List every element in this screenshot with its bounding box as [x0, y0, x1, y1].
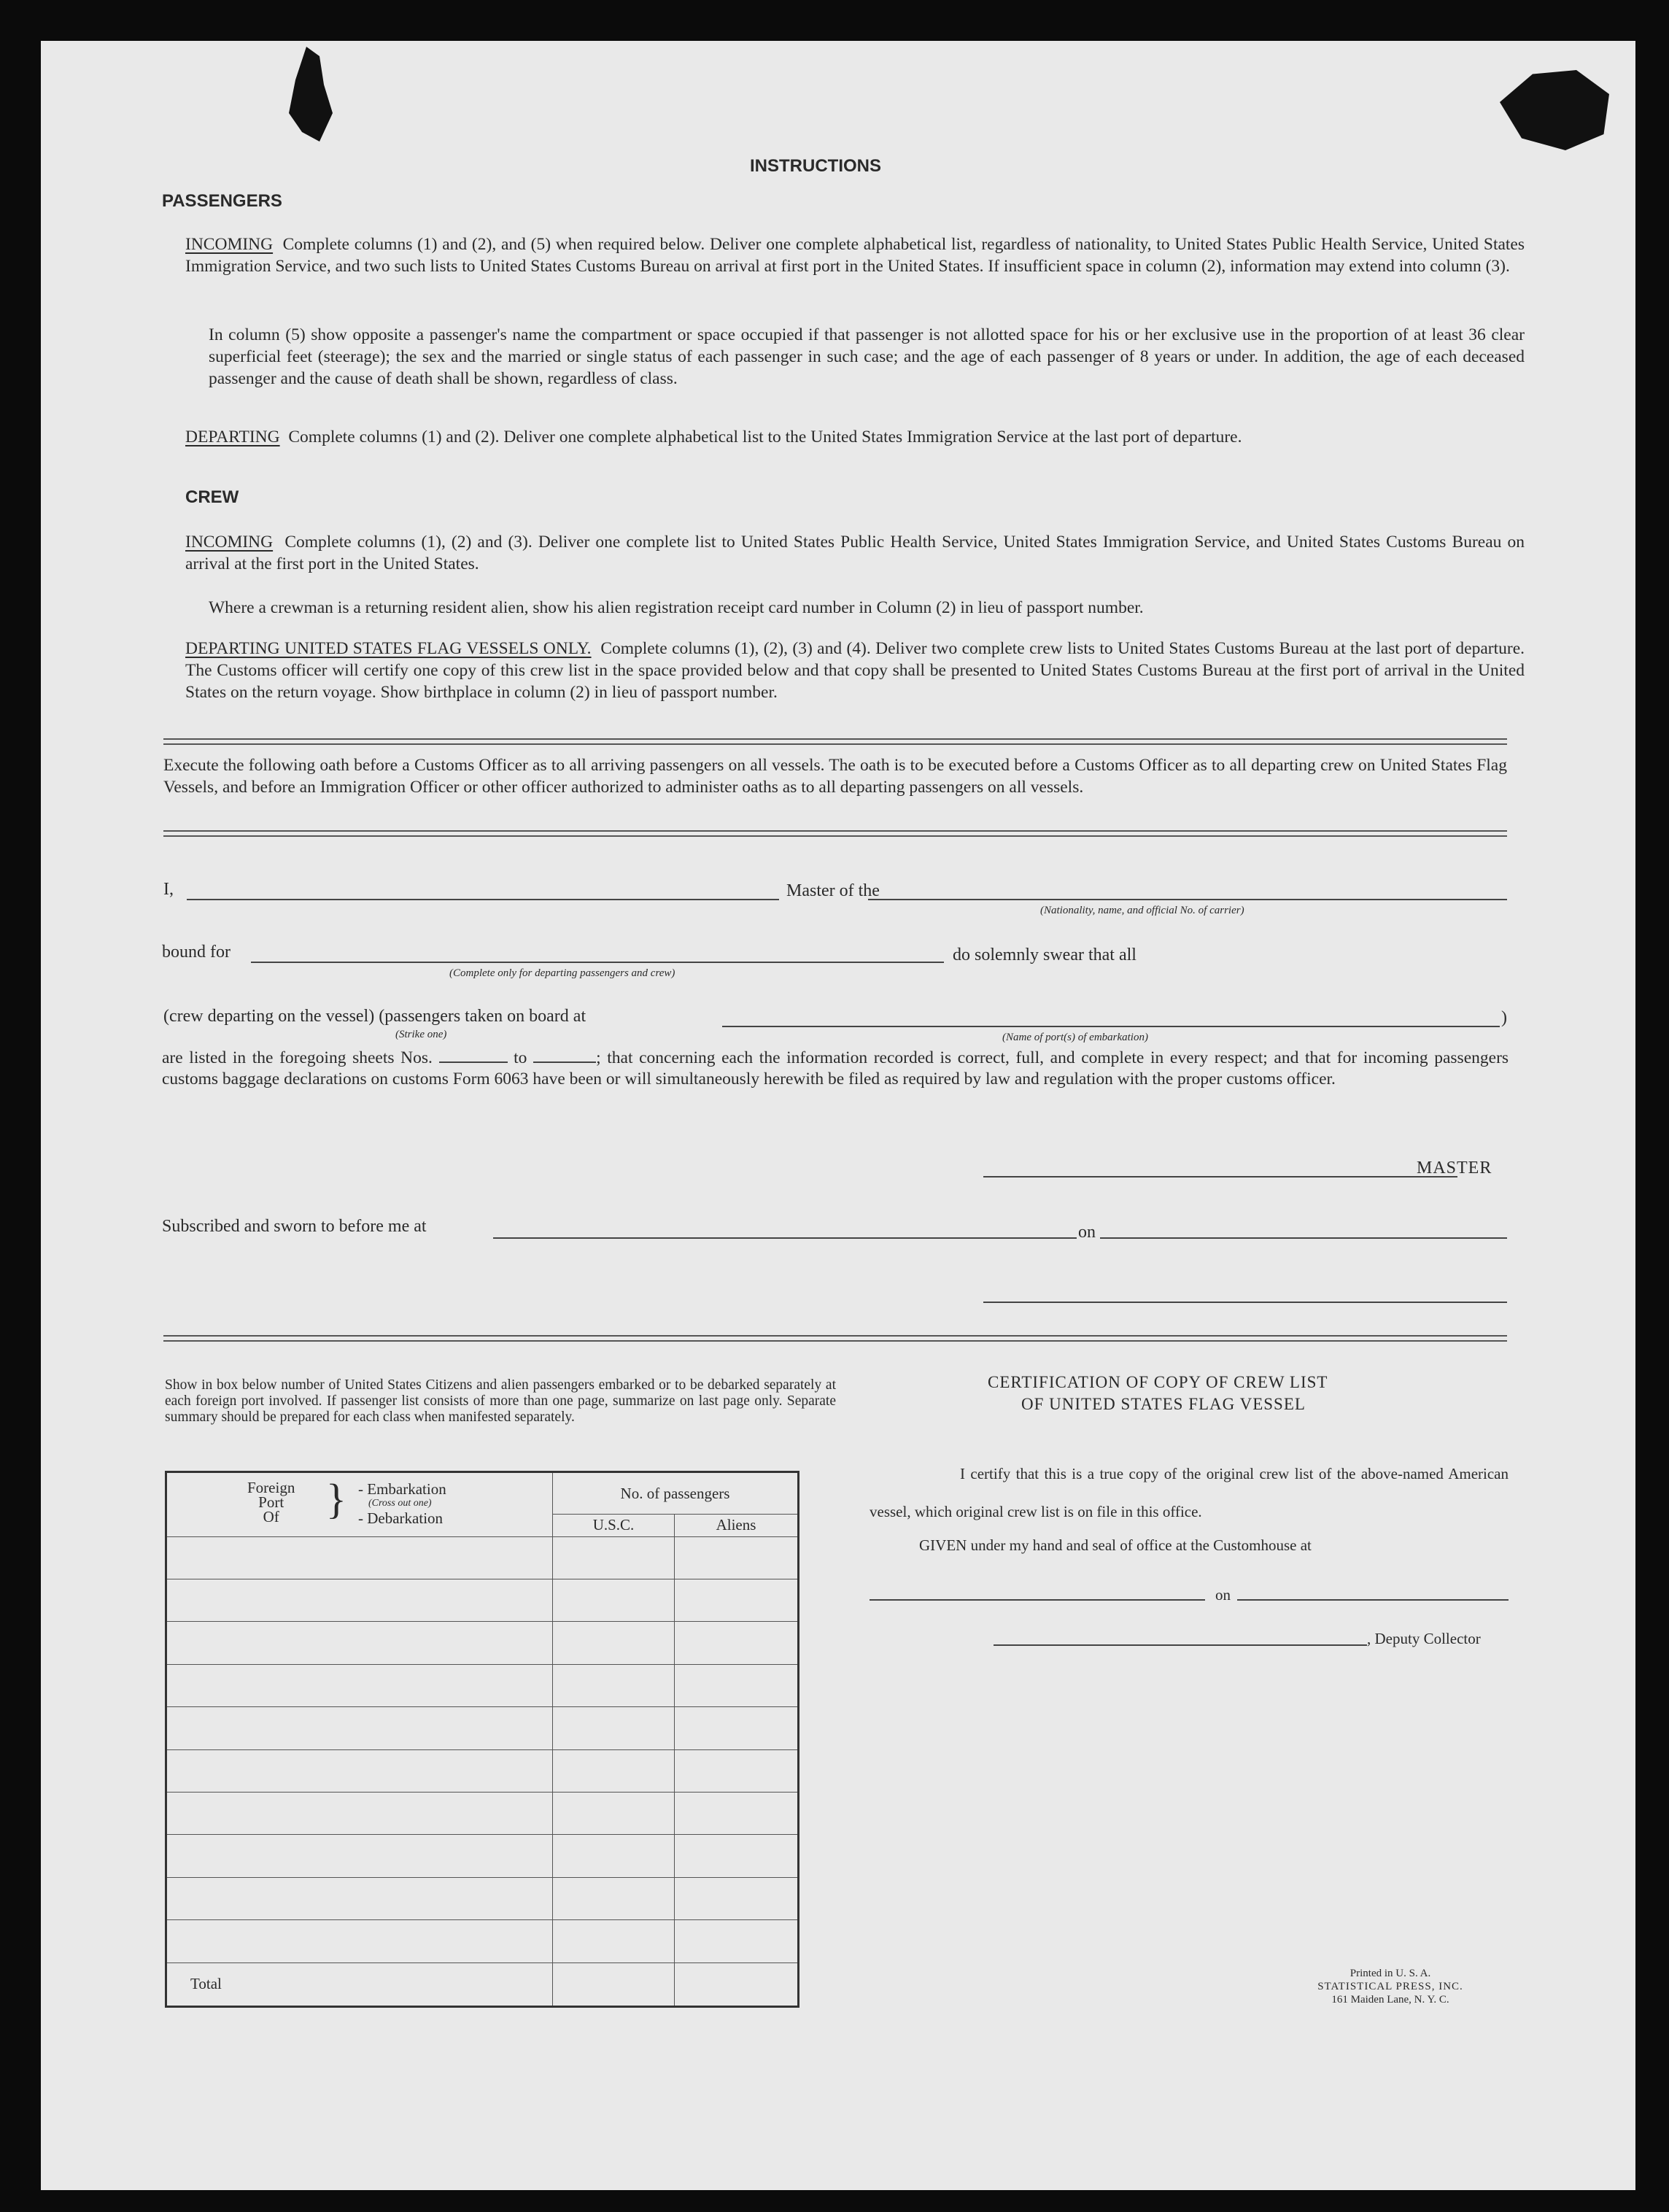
port-cell[interactable] — [166, 1707, 553, 1749]
usc-cell[interactable] — [553, 1792, 675, 1834]
bound-for-field[interactable] — [251, 962, 944, 963]
debarkation-label[interactable]: - Debarkation — [358, 1509, 444, 1527]
table-row — [166, 1536, 799, 1579]
usc-cell[interactable] — [553, 1579, 675, 1621]
oath-instruction-paragraph: Execute the following oath before a Customs Officer as to all arriving passengers on all vessels. The oath is to be executed before a Customs Officer as to all departing crew on United States Flag Vessels, and before an Immigration Officer or other officer authorized to administer oaths as to all departing passengers on all vessels. — [163, 756, 1507, 797]
subscribed-label: Subscribed and sworn to before me at — [162, 1217, 427, 1236]
sworn-place-field[interactable] — [493, 1237, 1077, 1239]
crew-departing-label: (crew departing on the vessel) (passengers taken on board at — [163, 1007, 586, 1026]
divider — [163, 1335, 1507, 1342]
aliens-cell[interactable] — [675, 1920, 799, 1962]
no-of-passengers-header: No. of passengers — [553, 1472, 799, 1515]
departing-caption: (Complete only for departing passengers and crew) — [449, 967, 675, 979]
ports-caption: (Name of port(s) of embarkation) — [1002, 1032, 1148, 1043]
embarkation-ports-field[interactable] — [722, 1026, 1500, 1027]
divider — [163, 738, 1507, 745]
master-label: MASTER — [1417, 1159, 1492, 1177]
cert-date-field[interactable] — [1237, 1599, 1509, 1601]
form-page — [41, 41, 1635, 2190]
port-line: Port — [258, 1493, 284, 1511]
port-cell[interactable] — [166, 1792, 553, 1834]
port-line: Of — [263, 1508, 279, 1525]
carrier-field[interactable] — [868, 899, 1507, 900]
passengers-departing-text: Complete columns (1) and (2). Deliver one complete alphabetical list to the United States Immigration Service at the last port of departure. — [288, 428, 1242, 446]
printer-imprint — [1281, 1967, 1500, 2006]
passengers-heading: PASSENGERS — [162, 191, 282, 211]
printer-line: Printed in U. S. A. — [1349, 1968, 1431, 1979]
table-row — [166, 1835, 799, 1877]
aliens-header: Aliens — [675, 1515, 799, 1536]
page-title: INSTRUCTIONS — [750, 156, 881, 176]
certification-heading-1: CERTIFICATION OF COPY OF CREW LIST — [988, 1373, 1328, 1391]
listed-paragraph — [162, 1048, 1509, 1090]
table-row — [166, 1749, 799, 1792]
foreign-port-of — [247, 1480, 295, 1524]
usc-cell[interactable] — [553, 1536, 675, 1579]
port-cell[interactable] — [166, 1664, 553, 1706]
table-row — [166, 1920, 799, 1962]
listed-to: to — [514, 1048, 527, 1067]
usc-cell[interactable] — [553, 1835, 675, 1877]
port-cell[interactable] — [166, 1622, 553, 1664]
crew-resident-paragraph: Where a crewman is a returning resident alien, show his alien registration receipt card number in Column (2) in lieu of passport number. — [209, 598, 1144, 617]
usc-header: U.S.C. — [553, 1515, 675, 1536]
total-aliens-cell[interactable] — [675, 1962, 799, 2006]
cross-out-note: (Cross out one) — [368, 1498, 432, 1509]
aliens-cell[interactable] — [675, 1536, 799, 1579]
aliens-cell[interactable] — [675, 1877, 799, 1919]
aliens-cell[interactable] — [675, 1664, 799, 1706]
ink-blot-right — [1500, 70, 1609, 150]
bound-for-label: bound for — [162, 943, 231, 962]
port-header-cell — [166, 1472, 553, 1537]
port-cell[interactable] — [166, 1920, 553, 1962]
listed-text-end: ; that concerning each the information recorded is correct, full, and complete in every respect; and that for incoming passengers customs baggage declarations on customs Form 6063 have been or will simultaneously herewith be filed as required by law and regulation with the proper customs officer. — [162, 1048, 1509, 1088]
master-name-field[interactable] — [187, 899, 779, 900]
summary-note: Show in box below number of United States Citizens and alien passengers embarked or to be debarked separately at each foreign port involved. If passenger list consists of more than one page, summarize on last page only. Separate summary should be prepared for each class when manifested separately. — [165, 1377, 836, 1425]
master-of-the-label: Master of the — [786, 881, 880, 900]
solemnly-swear-label: do solemnly swear that all — [953, 945, 1136, 964]
crew-flag-paragraph — [185, 638, 1525, 703]
passengers-incoming-paragraph — [185, 233, 1525, 277]
certification-heading-2: OF UNITED STATES FLAG VESSEL — [1021, 1395, 1306, 1413]
passenger-summary-table — [165, 1471, 799, 2008]
passengers-departing-label: DEPARTING — [185, 428, 280, 446]
customhouse-field[interactable] — [870, 1599, 1205, 1601]
table-row — [166, 1579, 799, 1621]
port-cell[interactable] — [166, 1579, 553, 1621]
port-cell[interactable] — [166, 1536, 553, 1579]
printer-line: 161 Maiden Lane, N. Y. C. — [1331, 1994, 1449, 2006]
total-usc-cell[interactable] — [553, 1962, 675, 2006]
usc-cell[interactable] — [553, 1877, 675, 1919]
certify-paragraph: I certify that this is a true copy of the original crew list of the above-named American vessel, which original crew list is on file in this office. — [870, 1465, 1509, 1520]
crew-flag-label: DEPARTING UNITED STATES FLAG VESSELS ONLY. — [185, 639, 592, 658]
passengers-departing-paragraph — [185, 426, 1525, 448]
officer-signature-field[interactable] — [983, 1302, 1507, 1303]
aliens-cell[interactable] — [675, 1749, 799, 1792]
aliens-cell[interactable] — [675, 1792, 799, 1834]
close-paren: ) — [1501, 1008, 1507, 1027]
master-signature-field[interactable] — [983, 1176, 1457, 1177]
strike-one-caption: (Strike one) — [395, 1029, 447, 1040]
embarkation-label[interactable]: - Embarkation — [358, 1480, 446, 1498]
port-line: Foreign — [247, 1479, 295, 1496]
given-label: GIVEN under my hand and seal of office at the Customhouse at — [919, 1536, 1312, 1554]
deputy-collector-label: , Deputy Collector — [1367, 1630, 1481, 1647]
embark-debark-options — [358, 1482, 446, 1525]
carrier-caption: (Nationality, name, and official No. of carrier) — [1040, 905, 1244, 916]
listed-text-start: are listed in the foregoing sheets Nos. — [162, 1048, 433, 1067]
port-cell[interactable] — [166, 1835, 553, 1877]
table-row — [166, 1707, 799, 1749]
oath-i-label: I, — [163, 880, 174, 899]
passengers-incoming-label: INCOMING — [185, 235, 274, 254]
crew-incoming-paragraph — [185, 531, 1525, 575]
port-cell[interactable] — [166, 1749, 553, 1792]
aliens-cell[interactable] — [675, 1707, 799, 1749]
total-label: Total — [166, 1962, 553, 2006]
divider — [163, 830, 1507, 837]
aliens-cell[interactable] — [675, 1579, 799, 1621]
crew-heading: CREW — [185, 487, 239, 507]
passengers-column5-paragraph: In column (5) show opposite a passenger's name the compartment or space occupied if that passenger is not allotted space for his or her exclusive use in the proportion of at least 36 clear superficial feet (steerage); the sex and the married or single status of each passenger in such case; and the age of each passenger of 8 years or under. In addition, the age of each deceased passenger and the cause of death shall be shown, regardless of class. — [209, 325, 1525, 388]
printer-line: STATISTICAL PRESS, INC. — [1317, 1981, 1463, 1992]
usc-cell[interactable] — [553, 1749, 675, 1792]
usc-cell[interactable] — [553, 1920, 675, 1962]
deputy-signature-field[interactable] — [994, 1644, 1367, 1646]
crew-flag-text: Complete columns (1), (2), (3) and (4). Deliver two complete crew lists to United States Customs Bureau at the last port of departure. The Customs officer will certify one copy of this crew list in the space provided below and that copy shall be presented to United States Customs Bureau at the first port of arrival in the United States on the return voyage. Show birthplace in column (2) in lieu of passport number. — [185, 639, 1525, 702]
port-cell[interactable] — [166, 1877, 553, 1919]
aliens-cell[interactable] — [675, 1622, 799, 1664]
table-row — [166, 1792, 799, 1834]
crew-incoming-text: Complete columns (1), (2) and (3). Deliver one complete list to United States Public Health Service, United States Immigration Service, and United States Customs Bureau on arrival at the first port in the United States. — [185, 533, 1525, 573]
usc-cell[interactable] — [553, 1707, 675, 1749]
sworn-on-label: on — [1078, 1223, 1096, 1242]
usc-cell[interactable] — [553, 1664, 675, 1706]
usc-cell[interactable] — [553, 1622, 675, 1664]
table-row — [166, 1877, 799, 1919]
sworn-date-field[interactable] — [1100, 1237, 1507, 1239]
table-row — [166, 1664, 799, 1706]
table-row — [166, 1622, 799, 1664]
crew-incoming-label: INCOMING — [185, 533, 274, 552]
ink-blot-left — [289, 47, 333, 142]
cert-on-label: on — [1215, 1586, 1231, 1604]
aliens-cell[interactable] — [675, 1835, 799, 1877]
sheet-from-field[interactable] — [439, 1061, 508, 1063]
brace-icon: } — [326, 1475, 346, 1523]
sheet-to-field[interactable] — [533, 1061, 596, 1063]
passengers-incoming-text: Complete columns (1) and (2), and (5) when required below. Deliver one complete alphabetical list, regardless of nationality, to United States Public Health Service, United States Immigration Service, and two such lists to United States Customs Bureau on arrival at first port in the United States. If insufficient space in column (2), information may extend into column (3). — [185, 235, 1525, 276]
